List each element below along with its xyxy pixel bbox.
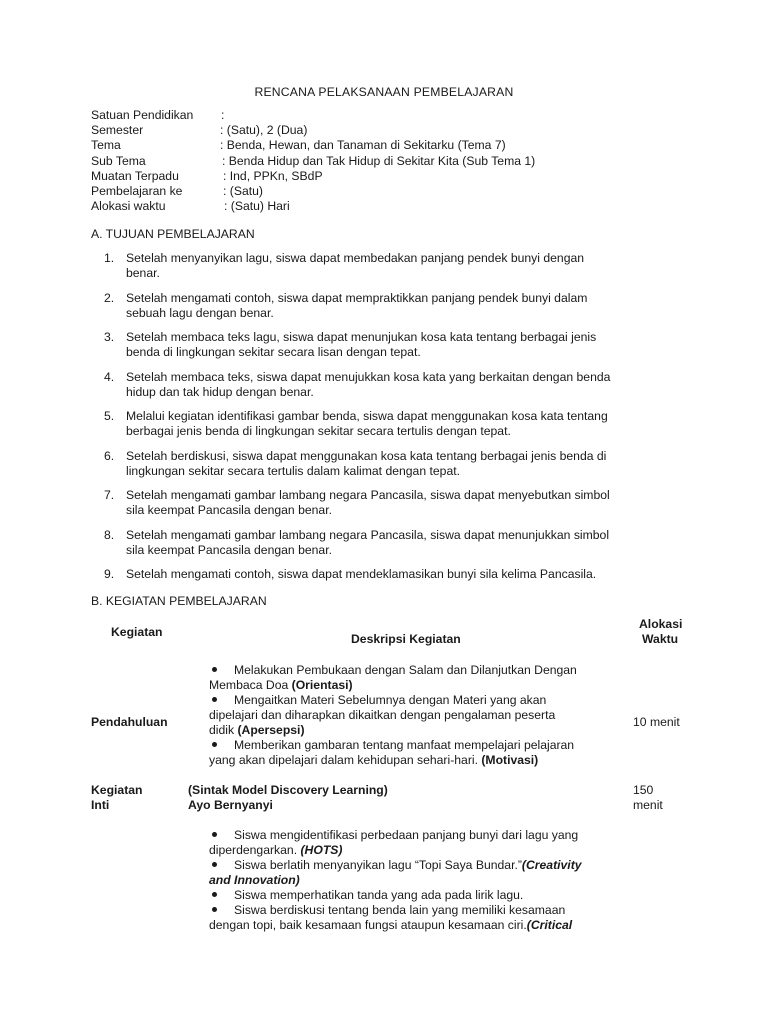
sintak-label: (Sintak Model Discovery Learning): [188, 783, 388, 797]
list-item: 1. Setelah menyanyikan lagu, siswa dapat membedakan panjang pendek bunyi dengan benar.: [104, 251, 585, 280]
time-pendahuluan: 10 menit: [633, 715, 680, 729]
list-item: Siswa memperhatikan tanda yang ada pada lirik lagu.: [209, 888, 629, 903]
list-item: 5. Melalui kegiatan identifikasi gambar benda, siswa dapat menggunakan kosa kata tentang berbagai jenis benda di lingkungan sekitar secara tertulis dengan tepat.: [104, 409, 608, 438]
list-item: Memberikan gambaran tentang manfaat mempelajari pelajaran: [209, 738, 629, 753]
row-label-pendahuluan: Pendahuluan: [91, 715, 168, 729]
list-item: 9. Setelah mengamati contoh, siswa dapat mendeklamasikan bunyi sila kelima Pancasila.: [104, 567, 597, 581]
list-item: Melakukan Pembukaan dengan Salam dan Dilanjutkan Dengan: [209, 663, 629, 678]
col-header-deskripsi: Deskripsi Kegiatan: [351, 632, 461, 646]
list-item: 6. Setelah berdiskusi, siswa dapat menggunakan kosa kata tentang berbagai jenis benda di lingkungan sekitar secara tertulis dalam kalimat dengan tepat.: [104, 449, 607, 478]
col-header-alokasi: Alokasi: [639, 617, 683, 631]
col-header-kegiatan: Kegiatan: [111, 625, 163, 639]
document-title: RENCANA PELAKSANAAN PEMBELAJARAN: [254, 85, 514, 99]
bullet-icon: [212, 862, 217, 867]
list-item: 2. Setelah mengamati contoh, siswa dapat mempraktikkan panjang pendek bunyi dalam sebuah lagu dengan benar.: [104, 291, 588, 320]
row-label-inti-2: Inti: [91, 798, 110, 812]
document-page: RENCANA PELAKSANAAN PEMBELAJARAN Satuan Pendidikan : Semester : (Satu), 2 (Dua) Tema : Benda, Hewan, dan Tanaman di Sekitarku (Tema 7) Sub Tema : Benda Hidup dan Tak Hidup di Sekitar Kita (Sub Tema 1) Muatan Terpadu : Ind, PPKn, SBdP Pembelajaran ke : (Satu) Alokasi waktu : (Satu) Hari A. TUJUAN PEMBELAJARAN 1. Setelah menyanyikan lagu, siswa dapat membedakan panjang pendek bunyi dengan benar. 2. Setelah mengamati contoh, siswa dapat mempraktikkan panjang pendek bunyi dalam sebuah lagu dengan benar. 3. Setelah membaca teks lagu, siswa dapat menunjukan kosa kata tentang berbagai jenis benda di lingkungan sekitar secara lisan dengan tepat. 4. Setelah membaca teks, siswa dapat menujukkan kosa kata yang berkaitan dengan benda hidup dan tak hidup dengan benar. 5. Melalui kegiatan identifikasi gambar benda, siswa dapat menggunakan kosa kata tentang berbagai jenis benda di lingkungan sekitar secara tertulis dengan tepat. 6. Setelah berdiskusi, siswa dapat menggunakan kosa kata tentang berbagai jenis benda di lingkungan sekitar secara tertulis dalam kalimat dengan tepat. 7. Setelah mengamati gambar lambang negara Pancasila, siswa dapat menyebutkan simbol sila keempat Pancasila dengan benar. 8. Setelah mengamati gambar lambang negara Pancasila, siswa dapat menunjukkan simbol sila keempat Pancasila dengan benar. 9. Setelah mengamati contoh, siswa dapat mendeklamasikan bunyi sila kelima Pancasila. B. KEGIATAN PEMBELAJARAN Kegiatan Deskripsi Kegiatan Alokasi Waktu Pendahuluan 10 menit Melakukan Pembukaan dengan Salam dan Dilanjutkan Dengan Membaca Doa (Orientasi) Mengaitkan Materi Sebelumnya dengan Materi yang akan dipelajari dan diharapkan dikaitkan dengan pengalaman peserta didik (Apersepsi) Memberikan gambaran tentang manfaat mempelajari pelajaran yang akan dipelajari dalam kehidupan sehari-hari. (Motivasi) Kegiatan Inti 150 menit (Sintak Model Discovery Learning) Ayo Bernyanyi Siswa mengidentifikasi perbedaan panjang bunyi dari lagu yang diperdengarkan. (HOTS) Siswa berlatih menyanyikan lagu “Topi Saya Bundar.”(Creativity and Innovation) Siswa memperhatikan tanda yang ada pada lirik lagu. Siswa berdiskusi tentang benda lain yang memiliki kesamaan dengan topi, baik kesamaan fungsi ataupun kesamaan ciri.(Critical: [0, 0, 768, 1024]
section-b-heading: B. KEGIATAN PEMBELAJARAN: [91, 594, 267, 608]
bullet-icon: [212, 667, 217, 672]
inti-description: Siswa mengidentifikasi perbedaan panjang bunyi dari lagu yang diperdengarkan. (HOTS) Siswa berlatih menyanyikan lagu “Topi Saya Bundar.”(Creativity and Innovation) Siswa memperhatikan tanda yang ada pada lirik lagu. Siswa berdiskusi tentang benda lain yang memiliki kesamaan dengan topi, baik kesamaan fungsi ataupun kesamaan ciri.(Critical: [209, 828, 629, 933]
list-item: Mengaitkan Materi Sebelumnya dengan Materi yang akan: [209, 693, 629, 708]
row-label-inti-1: Kegiatan: [91, 783, 143, 797]
col-header-waktu: Waktu: [642, 632, 679, 646]
list-item: 8. Setelah mengamati gambar lambang negara Pancasila, siswa dapat menunjukkan simbol sila keempat Pancasila dengan benar.: [104, 528, 610, 557]
bullet-icon: [212, 832, 217, 837]
list-item: Siswa berdiskusi tentang benda lain yang memiliki kesamaan: [209, 903, 629, 918]
time-inti-2: menit: [633, 798, 663, 812]
bullet-icon: [212, 742, 217, 747]
pendahuluan-description: Melakukan Pembukaan dengan Salam dan Dilanjutkan Dengan Membaca Doa (Orientasi) Mengaitkan Materi Sebelumnya dengan Materi yang akan dipelajari dan diharapkan dikaitkan dengan pengalaman peserta didik (Apersepsi) Memberikan gambaran tentang manfaat mempelajari pelajaran yang akan dipelajari dalam kehidupan sehari-hari. (Motivasi): [209, 663, 629, 768]
section-a-heading: A. TUJUAN PEMBELAJARAN: [91, 227, 255, 241]
list-item: Siswa berlatih menyanyikan lagu “Topi Saya Bundar.”(Creativity: [209, 858, 629, 873]
list-item: Siswa mengidentifikasi perbedaan panjang bunyi dari lagu yang: [209, 828, 629, 843]
list-item: 7. Setelah mengamati gambar lambang negara Pancasila, siswa dapat menyebutkan simbol sila keempat Pancasila dengan benar.: [104, 488, 610, 517]
bullet-icon: [212, 907, 217, 912]
time-inti-1: 150: [633, 783, 654, 797]
list-item: 4. Setelah membaca teks, siswa dapat menujukkan kosa kata yang berkaitan dengan benda hidup dan tak hidup dengan benar.: [104, 370, 611, 399]
bullet-icon: [212, 697, 217, 702]
bullet-icon: [212, 892, 217, 897]
subheading-ayo-bernyanyi: Ayo Bernyanyi: [188, 798, 273, 812]
list-item: 3. Setelah membaca teks lagu, siswa dapat menunjukan kosa kata tentang berbagai jenis benda di lingkungan sekitar secara lisan dengan tepat.: [104, 330, 597, 359]
